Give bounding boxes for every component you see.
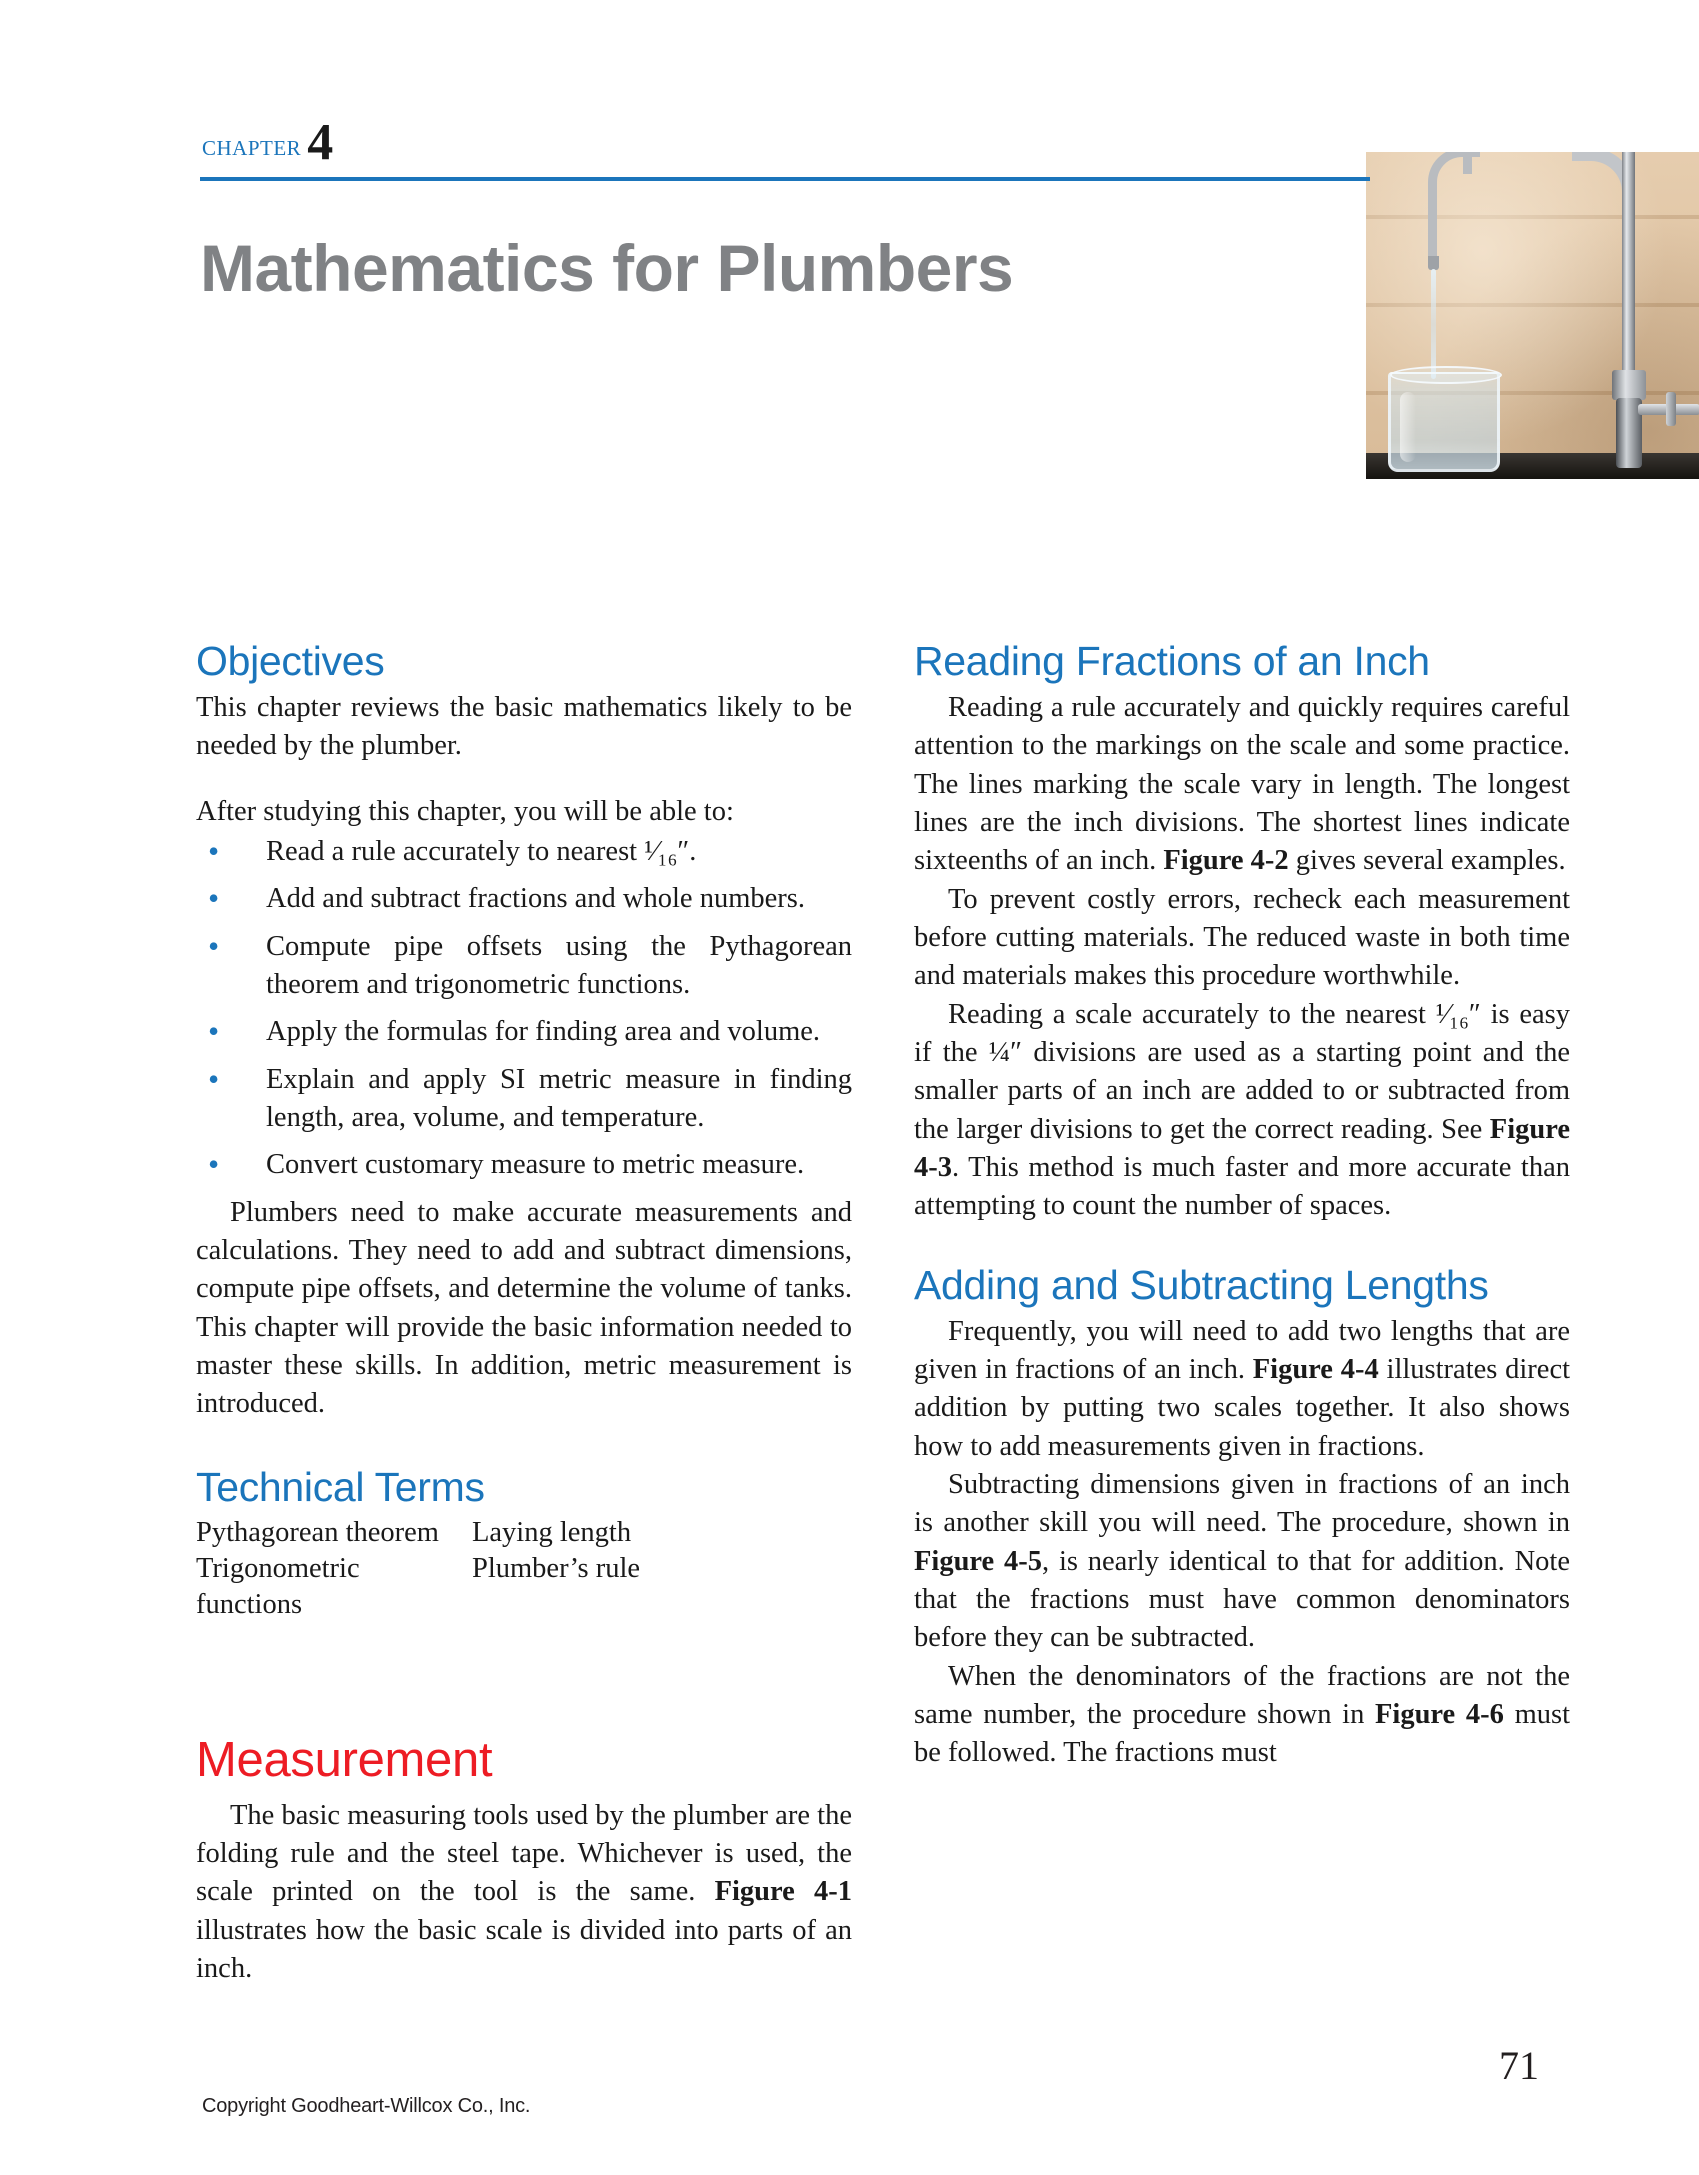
technical-terms-table <box>196 1515 640 1624</box>
faucet-spout-left <box>1428 152 1480 266</box>
term-cell: Pythagorean theorem <box>196 1516 439 1548</box>
paragraph-text-part-1: Frequently, you will need to add two lengths that are given in fractions of an inch. <box>914 1315 1570 1386</box>
list-item: • Read a rule accurately to nearest ¹⁄₁₆″. <box>196 833 852 871</box>
objectives-intro: This chapter reviews the basic mathematics likely to be needed by the plumber. <box>196 692 852 762</box>
term-cell: Trigonometric functions <box>196 1552 360 1621</box>
chapter-word: chapter <box>202 129 302 162</box>
body-columns <box>196 638 1571 1984</box>
adding-subtracting-paragraph-3 <box>914 1658 1570 1773</box>
chapter-rule-divider <box>200 177 1370 181</box>
page-title: Mathematics for Plumbers <box>200 231 1014 306</box>
reading-fractions-paragraph-3 <box>914 996 1570 1226</box>
chapter-hero-image <box>1366 152 1699 479</box>
adding-subtracting-heading: Adding and Subtracting Lengths <box>914 1261 1489 1308</box>
table-row <box>196 1551 640 1623</box>
right-column <box>914 640 1570 1773</box>
reading-fractions-paragraph-2: To prevent costly errors, recheck each measurement before cutting materials. The reduced waste in both time and materials makes this procedure worthwhile. <box>914 883 1570 992</box>
paragraph-text-part-1: Subtracting dimensions given in fractions of an inch is another skill you will need. The procedure, shown in <box>914 1469 1570 1539</box>
objectives-heading: Objectives <box>196 638 385 684</box>
measurement-text-part-1: The basic measuring tools used by the plumber are the folding rule and the steel tape. Whichever is used, the scale printed on the tool is the same. <box>196 1799 852 1908</box>
list-item: • Convert customary measure to metric measure. <box>196 1146 852 1184</box>
paragraph-text-part-2: must be followed. The fractions must <box>914 1698 1570 1769</box>
figure-reference: Figure 4-3 <box>914 1113 1570 1183</box>
list-item: • Add and subtract fractions and whole numbers. <box>196 880 852 918</box>
paragraph-text-part-1: When the denominators of the fractions are not the same number, the procedure shown in <box>914 1660 1570 1730</box>
term-cell: Laying length <box>472 1516 632 1548</box>
list-item: • Explain and apply SI metric measure in finding length, area, volume, and temperature. <box>196 1061 852 1138</box>
chapter-label <box>202 113 333 172</box>
faucet-nozzle-left <box>1428 256 1439 270</box>
paragraph-text-part-2: illustrates direct addition by putting two scales together. It also shows how to add measurements given in fractions. <box>914 1354 1571 1462</box>
measurement-paragraph <box>196 1797 852 1989</box>
objectives-closing-paragraph: Plumbers need to make accurate measurements and calculations. They need to add and subtract dimensions, compute pipe offsets, and determine the volume of tanks. This chapter will provide the basic information needed to master these skills. In addition, metric measurement is introduced. <box>196 1196 852 1420</box>
paragraph-text-part-1: Reading a rule accurately and quickly requires careful attention to the markings on the scale and some practice. The lines marking the scale vary in length. The longest lines are the inch divisions. The shortest lines indicate sixteenths of an inch. <box>914 692 1570 877</box>
paragraph-text-part-2: , is nearly identical to that for addition. Note that the fractions must have common denominators before they can be subtracted. <box>914 1545 1571 1654</box>
list-item: • Compute pipe offsets using the Pythagorean theorem and trigonometric functions. <box>196 928 852 1005</box>
technical-terms-heading: Technical Terms <box>196 1463 485 1510</box>
page-number: 71 <box>1499 2043 1539 2088</box>
figure-reference: Figure 4-6 <box>1375 1698 1504 1730</box>
water-stream-icon <box>1431 269 1436 379</box>
left-column <box>196 640 852 1988</box>
figure-reference: Figure 4-4 <box>1252 1354 1379 1386</box>
paragraph-text-part-1: Reading a scale accurately to the nearest ¹⁄₁₆″ is easy if the ¼″ divisions are used as a starting point and the smaller parts of an inch are added to or subtracted from the larger divisions to get the correct reading. See <box>914 998 1570 1145</box>
faucet-base <box>1612 370 1646 400</box>
paragraph-text-part-2: . This method is much faster and more accurate than attempting to count the number of spaces. <box>914 1151 1570 1222</box>
adding-subtracting-paragraph-1 <box>914 1313 1570 1466</box>
drinking-glass-highlight <box>1400 392 1416 462</box>
term-cell: Plumber’s rule <box>472 1552 641 1584</box>
objectives-lead-in: After studying this chapter, you will be able to: <box>196 795 734 827</box>
paragraph-text-part-2: gives several examples. <box>1288 845 1566 877</box>
objectives-list <box>196 833 852 1185</box>
reading-fractions-heading: Reading Fractions of an Inch <box>914 638 1430 684</box>
faucet-column-right <box>1622 152 1635 376</box>
drinking-glass-rim <box>1390 366 1502 384</box>
section-spacer <box>196 1623 852 1735</box>
figure-reference: Figure 4-5 <box>914 1545 1043 1577</box>
measurement-text-part-2: illustrates how the basic scale is divided into parts of an inch. <box>196 1914 852 1984</box>
copyright-notice: Copyright Goodheart-Willcox Co., Inc. <box>202 2095 531 2117</box>
reading-fractions-paragraph-1 <box>914 689 1570 881</box>
figure-reference: Figure 4-1 <box>714 1876 852 1908</box>
list-item: • Apply the formulas for finding area and volume. <box>196 1013 852 1051</box>
adding-subtracting-paragraph-2 <box>914 1466 1570 1658</box>
measurement-heading: Measurement <box>196 1733 493 1788</box>
figure-reference: Figure 4-2 <box>1163 845 1289 877</box>
faucet-handle-lever <box>1666 392 1676 426</box>
chapter-number: 4 <box>307 114 334 171</box>
table-row <box>196 1515 640 1551</box>
